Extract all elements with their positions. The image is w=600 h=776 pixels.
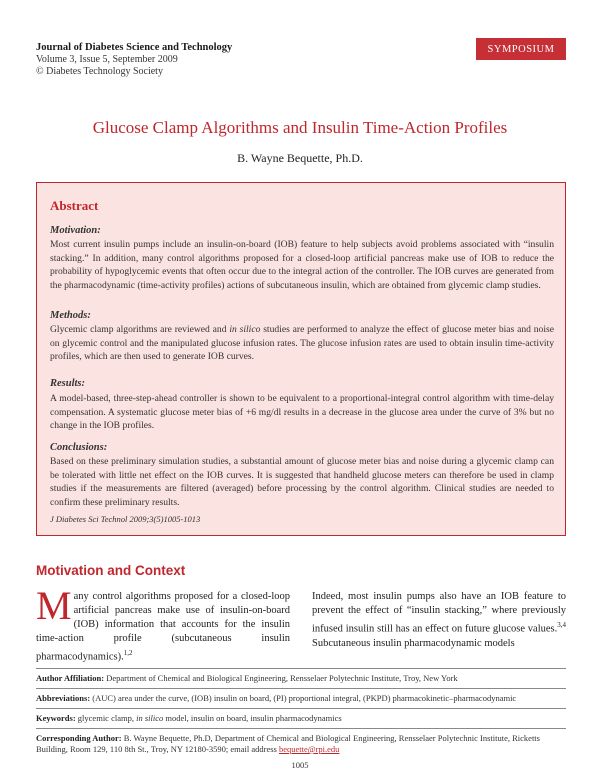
drop-cap: M [36,583,72,628]
body-column-right [312,590,566,651]
email-link[interactable]: bequette@rpi.edu [278,744,340,754]
motivation-text: Most current insulin pumps include an insulin-on-board (IOB) feature to help subjects avoid problems associated with “insulin stacking.” In addition, many control algorithms proposed for a closed-loop artificial pancreas make use of IOB to reduce the probability of hypoglycemic events that often occur due to the integral action of the controller. The IOB curves are generated from the pharmacodynamic (time-activity profiles) actions of subcutaneous insulin, which are obtained from glycemic clamp studies. [50,239,554,292]
keywords-text: model, insulin on board, insulin pharmacodynamics [163,713,342,723]
journal-volume: Volume 3, Issue 5, September 2009 [36,54,178,65]
reference-superscript: 1,2 [123,649,133,657]
footnotes [36,668,566,759]
body-column-left [36,583,290,665]
article-title: Glucose Clamp Algorithms and Insulin Time-Action Profiles [92,118,508,137]
keywords-label: Keywords: [36,713,76,723]
abstract-heading: Abstract [50,198,99,213]
abstract-box [36,182,566,536]
methods-text-part: studies are performed to analyze the effect of glucose meter bias and noise on glycemic control and the manipulated glucose infusion rates. The glucose infusion rates are used to obtain insulin time-activity profiles, which are then used to generate IOB curves. [50,324,554,363]
body-text-left: any control algorithms proposed for a closed-loop artificial pancreas make use of insulin-on-board (IOB) information that accounts for the insulin time-action profile (subcutaneous insulin pharmacodynamics). [36,591,290,663]
methods-label: Methods: [50,310,91,321]
journal-name: Journal of Diabetes Science and Technology [36,42,233,53]
keywords-italic: in silico [136,713,164,723]
corresponding-text: B. Wayne Bequette, Ph.D, Department of Chemical and Biological Engineering, Rensselaer Polytechnic Institute, Ricketts Building, Room 129, 110 8th St., Troy, NY 12180-3590; email address [36,733,540,754]
results-label: Results: [50,378,86,389]
abbreviations-text: (AUC) area under the curve, (IOB) insulin on board, (PI) proportional integral, (PKPD) pharmacokinetic–pharmacodynamic [92,693,517,703]
journal-copyright: © Diabetes Technology Society [36,66,163,77]
abbreviations [36,688,566,708]
affiliation-label: Author Affiliation: [36,673,105,683]
methods-text-part: Glycemic clamp algorithms are reviewed and [50,324,230,335]
conclusions-label: Conclusions: [50,442,108,453]
abbreviations-label: Abbreviations: [36,693,91,703]
author-affiliation [36,668,566,688]
keywords [36,708,566,728]
results-text: A model-based, three-step-ahead controller is shown to be equivalent to a proportional-integral control algorithm with time-delay compensation. A systematic glucose meter bias of +6 mg/dl results in a decrease in the glucose area under the curve of 3% but no change in the IOB profiles. [50,393,554,432]
page-number: 1005 [291,760,309,770]
symposium-badge: SYMPOSIUM [476,38,566,60]
section-heading: Motivation and Context [36,563,186,578]
methods-text [50,323,554,364]
corresponding-author [36,728,566,759]
corresponding-label: Corresponding Author: [36,733,122,743]
article-author: B. Wayne Bequette, Ph.D. [237,151,363,165]
journal-info [36,42,232,78]
methods-text-italic: in silico [229,324,261,335]
affiliation-text: Department of Chemical and Biological Engineering, Rensselaer Polytechnic Institute, Troy, New York [106,673,458,683]
body-text-right-cont: Subcutaneous insulin pharmacodynamic models [312,637,515,649]
reference-superscript: 3,4 [557,621,566,629]
keywords-text: glycemic clamp, [77,713,137,723]
motivation-label: Motivation: [50,225,101,236]
body-text-right: Indeed, most insulin pumps also have an IOB feature to prevent the effect of “insulin stacking,” where previously infused insulin still has an effect on future glucose values. [312,591,566,635]
conclusions-text: Based on these preliminary simulation studies, a substantial amount of glucose meter bias and noise during a glycemic clamp can be tolerated with little net effect on the IOB curves. It is suggested that handheld glucose meters can therefore be used in clamp studies if the measurements are filtered (averaged) before processing by the control algorithm. Clinical studies are needed to confirm these preliminary results. [50,456,554,509]
abstract-citation: J Diabetes Sci Technol 2009;3(5)1005-1013 [50,514,201,524]
